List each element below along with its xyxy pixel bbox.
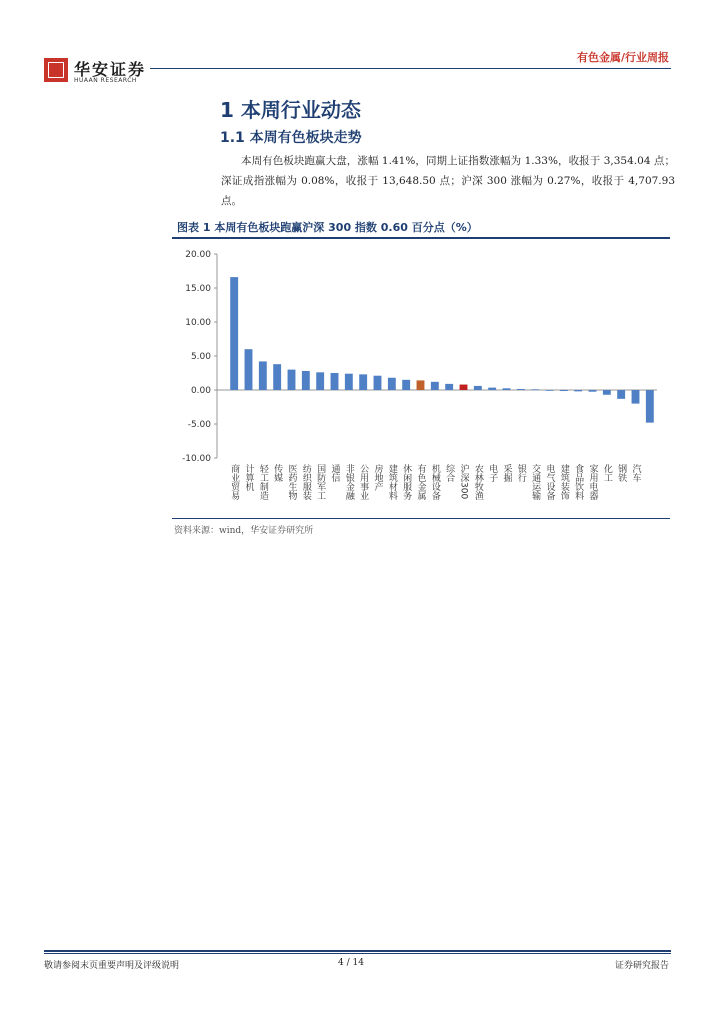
bar bbox=[245, 349, 253, 390]
footer-divider bbox=[44, 950, 671, 952]
bar bbox=[345, 374, 353, 390]
y-tick-label: 0.00 bbox=[190, 386, 211, 396]
y-tick-label: 15.00 bbox=[185, 284, 211, 294]
x-tick-label: 电气设备 bbox=[544, 464, 555, 500]
x-tick-label: 食品饮料 bbox=[573, 464, 584, 500]
y-tick-label: 20.00 bbox=[185, 250, 211, 260]
y-tick-label: -10.00 bbox=[181, 454, 211, 464]
subsection-heading: 1.1 本周有色板块走势 bbox=[220, 130, 362, 146]
x-tick-label: 轻工制造 bbox=[257, 464, 268, 500]
page-number: 4 / 14 bbox=[338, 958, 364, 968]
bar bbox=[302, 371, 310, 390]
x-tick-label: 医药生物 bbox=[286, 464, 297, 500]
bar bbox=[431, 382, 439, 390]
x-tick-label: 家用电器 bbox=[587, 464, 598, 500]
section-heading: 1 本周行业动态 bbox=[220, 98, 361, 122]
bar bbox=[388, 378, 396, 390]
x-tick-label: 综合 bbox=[444, 464, 455, 482]
x-tick-label: 交通运输 bbox=[530, 464, 541, 500]
bar bbox=[402, 380, 410, 390]
x-tick-label: 沪深300 bbox=[458, 464, 469, 500]
bar bbox=[288, 370, 296, 390]
logo-subtitle: HUAAN RESEARCH bbox=[74, 77, 137, 84]
summary-paragraph: 本周有色板块跑赢大盘，涨幅 1.41%，同期上证指数涨幅为 1.33%，收报于 3,354.04 点；深证成指涨幅为 0.08%，收报于 13,648.50 点；沪深 300 涨幅为 0.27%，收报于 4,707.93 点。 bbox=[221, 155, 675, 207]
x-tick-label: 建筑装饰 bbox=[558, 464, 569, 500]
bar bbox=[488, 388, 496, 390]
bar bbox=[632, 390, 640, 404]
x-tick-label: 休闲服务 bbox=[401, 464, 412, 500]
bar bbox=[460, 385, 468, 390]
bar bbox=[273, 364, 281, 390]
bar bbox=[374, 376, 382, 390]
x-tick-label: 银行 bbox=[515, 464, 526, 482]
x-tick-label: 非银金融 bbox=[343, 464, 354, 500]
bar bbox=[646, 390, 654, 423]
figure-title: 图表 1 本周有色板块跑赢沪深 300 指数 0.60 百分点（%） bbox=[177, 221, 478, 234]
x-tick-label: 通信 bbox=[329, 464, 340, 482]
x-tick-label: 纺织服装 bbox=[300, 464, 311, 500]
footer-disclaimer: 敬请参阅末页重要声明及评级说明 bbox=[44, 961, 180, 971]
x-tick-label: 农林牧渔 bbox=[472, 464, 483, 500]
header-category: 有色金属/行业周报 bbox=[576, 51, 669, 64]
figure-source: 资料来源：wind，华安证券研究所 bbox=[174, 526, 314, 536]
bar bbox=[331, 373, 339, 390]
company-logo bbox=[44, 58, 68, 82]
x-tick-label: 化工 bbox=[601, 464, 612, 482]
bar bbox=[589, 390, 597, 392]
bar bbox=[445, 384, 453, 390]
logo-text: 华安证券 bbox=[74, 60, 147, 79]
bar bbox=[259, 361, 267, 390]
y-tick-label: 5.00 bbox=[190, 352, 211, 362]
bar bbox=[603, 390, 611, 395]
footer-report-type: 证券研究报告 bbox=[614, 961, 669, 971]
figure-bottom-rule bbox=[172, 518, 670, 519]
x-tick-label: 商业贸易 bbox=[229, 464, 240, 500]
x-tick-label: 房地产 bbox=[372, 464, 383, 491]
bar bbox=[359, 374, 367, 390]
x-tick-label: 国防军工 bbox=[315, 464, 326, 500]
x-tick-label: 建筑材料 bbox=[386, 464, 397, 500]
bar bbox=[517, 389, 525, 390]
figure-top-rule bbox=[172, 237, 670, 239]
x-tick-label: 汽车 bbox=[630, 464, 641, 482]
x-tick-label: 计算机 bbox=[243, 464, 254, 491]
x-tick-label: 电子 bbox=[487, 464, 498, 482]
bar bbox=[560, 390, 568, 391]
y-tick-label: -5.00 bbox=[187, 420, 211, 430]
bar bbox=[474, 386, 482, 390]
x-tick-label: 有色金属 bbox=[415, 464, 426, 500]
header-divider bbox=[150, 68, 671, 69]
x-tick-label: 机械设备 bbox=[429, 464, 440, 500]
x-tick-label: 采掘 bbox=[501, 464, 512, 482]
x-tick-label: 钢铁 bbox=[616, 464, 627, 482]
x-tick-label: 传媒 bbox=[272, 464, 283, 482]
bar bbox=[316, 372, 324, 390]
bar bbox=[503, 388, 511, 390]
footer-divider-thin bbox=[44, 953, 671, 954]
bar bbox=[230, 277, 238, 390]
bar bbox=[417, 380, 425, 390]
bar bbox=[617, 390, 625, 399]
bar bbox=[531, 389, 539, 390]
y-tick-label: 10.00 bbox=[185, 318, 211, 328]
x-tick-label: 公用事业 bbox=[358, 464, 369, 500]
bar bbox=[546, 390, 554, 391]
bar bbox=[574, 390, 582, 391]
bar-chart bbox=[172, 240, 670, 516]
